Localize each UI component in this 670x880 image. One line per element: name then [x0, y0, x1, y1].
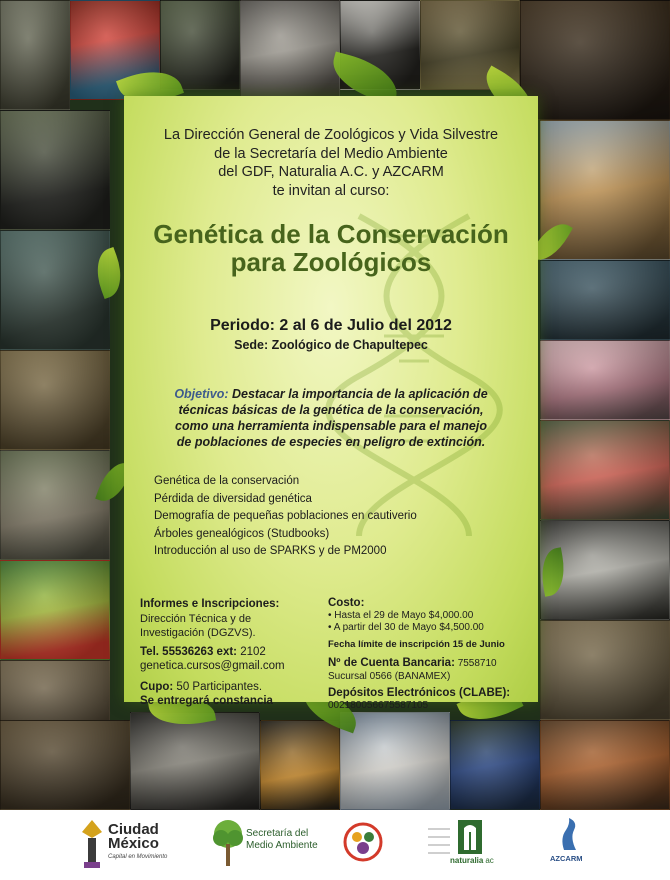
department-line: Dirección Técnica y de — [140, 612, 252, 625]
topic-item: Genética de la conservación — [154, 475, 300, 487]
objective-line: como una herramienta indispensable para el manejo — [175, 419, 487, 433]
photo-flamingos — [540, 420, 670, 520]
account-label: Nº de Cuenta Bancaria: — [328, 657, 455, 669]
topic-item: Introducción al uso de SPARKS y de PM2000 — [154, 545, 387, 557]
tel-number: 55536263 — [162, 645, 214, 658]
objective-line: de poblaciones de especies en peligro de extinción. — [176, 435, 486, 449]
topic-item: Demografía de pequeñas poblaciones en cautiverio — [154, 510, 417, 522]
logo-azcarm — [540, 816, 600, 872]
logo-naturalia — [428, 816, 518, 872]
intro-line: de la Secretaría del Medio Ambiente — [214, 145, 448, 162]
intro-line: te invitan al curso: — [272, 182, 390, 199]
registration-info — [140, 597, 320, 709]
tel-label: Tel. — [140, 645, 159, 658]
registration-deadline: Fecha límite de inscripción 15 de Junio — [328, 638, 505, 650]
ext-number: 2102 — [240, 645, 266, 658]
deposit-label: Depósitos Electrónicos (CLABE): — [328, 687, 511, 699]
invitation-text — [124, 126, 538, 200]
intro-line: del GDF, Naturalia A.C. y AZCARM — [218, 164, 444, 180]
cupo-label: Cupo: — [140, 680, 174, 693]
logo-ciudad-mexico — [78, 816, 178, 872]
clabe-number: 002180056675587105 — [328, 699, 429, 711]
course-title — [124, 220, 538, 276]
registration-heading: Informes e Inscripciones: — [140, 598, 280, 610]
objective-line: Destacar la importancia de la aplicación de — [231, 387, 488, 401]
cost-item: • Hasta el 29 de Mayo $4,000.00 — [328, 609, 474, 621]
cdmx-line1: Ciudad — [108, 821, 159, 838]
logo-zoologicos-seal — [343, 816, 383, 872]
photo-wolf — [240, 0, 340, 100]
objective-line: técnicas básicas de la genética de la conservación, — [178, 403, 484, 417]
bank-branch: Sucursal 0566 (BANAMEX) — [328, 670, 451, 682]
course-venue: Sede: Zoológico de Chapultepec — [234, 338, 428, 352]
certificate-note: Se entregará constancia — [140, 695, 273, 707]
naturalia-name — [450, 856, 494, 865]
topic-list — [154, 473, 417, 561]
zoo-seal-icon — [343, 822, 383, 862]
photo-iguana — [0, 230, 110, 350]
intro-line: La Dirección General de Zoológicos y Vida Silvestre — [163, 127, 499, 143]
photo-orangutan — [540, 720, 670, 810]
logo-secretaria-medio-ambiente — [212, 816, 322, 872]
photo-bear — [0, 110, 110, 230]
cupo-value: 50 Participantes. — [176, 680, 263, 693]
cdmx-line2: México — [108, 835, 159, 852]
tree-icon — [212, 818, 244, 868]
account-number: 7558710 — [457, 658, 497, 669]
angel-monument-icon — [78, 818, 106, 868]
department-line: Investigación (DGZVS). — [140, 627, 256, 639]
naturalia-text: naturalia — [450, 856, 484, 865]
cost-info — [328, 597, 533, 712]
photo-polar-bear — [340, 712, 450, 810]
topic-item: Árboles genealógicos (Studbooks) — [154, 527, 330, 540]
course-info-panel — [124, 96, 538, 711]
photo-eagle — [0, 0, 70, 110]
sponsor-logos — [0, 810, 670, 880]
photo-axolotl — [540, 340, 670, 420]
course-title-line: Genética de la Conservación — [153, 219, 509, 249]
cdmx-tagline: Capital en Movimiento — [108, 854, 168, 860]
cost-item: • A partir del 30 de Mayo $4,500.00 — [328, 622, 484, 633]
course-period: Periodo: 2 al 6 de Julio del 2012 — [210, 317, 452, 334]
sma-line1: Secretaría del — [246, 828, 309, 839]
course-title-line: para Zoológicos — [230, 247, 432, 277]
topic-item: Pérdida de diversidad genética — [154, 492, 312, 505]
heron-icon — [554, 816, 584, 852]
photo-monkey — [520, 0, 670, 120]
naturalia-mark-icon — [458, 820, 482, 854]
photo-ocelot — [0, 350, 110, 450]
ext-label: ext: — [216, 645, 237, 658]
sma-line2: Medio Ambiente — [246, 840, 318, 851]
photo-raccoon — [130, 712, 260, 810]
contact-email[interactable]: genetica.cursos@gmail.com — [140, 660, 285, 672]
photo-wildcat — [540, 620, 670, 720]
naturalia-ac-text: ac — [485, 856, 494, 865]
photo-rattlesnake — [0, 720, 130, 810]
photo-sea-lion — [540, 260, 670, 340]
azcarm-text: AZCARM — [550, 854, 583, 863]
photo-peacock — [450, 720, 540, 810]
objective-label: Objetivo: — [174, 387, 229, 401]
cost-heading: Costo: — [328, 597, 365, 609]
photo-rabbit — [0, 450, 110, 560]
course-objective — [144, 386, 518, 450]
photo-tamarin — [260, 720, 340, 810]
photo-parrots — [0, 560, 110, 660]
